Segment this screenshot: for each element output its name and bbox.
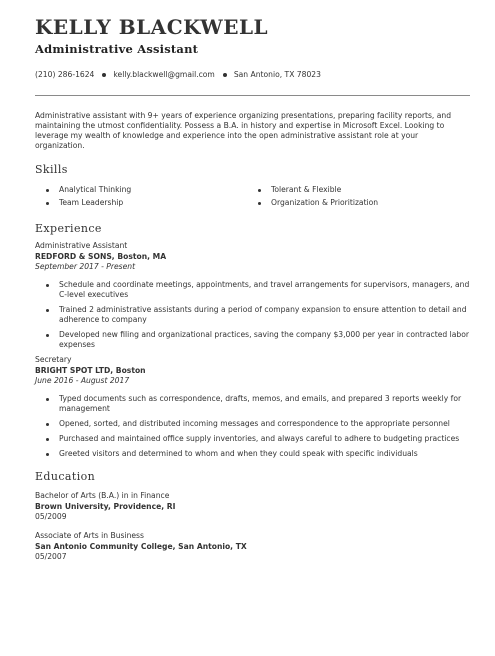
contact-line	[35, 70, 470, 79]
skills-list	[35, 185, 470, 207]
bullet-text: Typed documents such as correspondence, drafts, memos, and emails, and prepared 3 reports weekly for management	[59, 394, 462, 413]
job-bullet	[46, 434, 470, 444]
header-divider	[35, 95, 470, 96]
separator-dot-icon	[223, 73, 227, 77]
resume-page	[35, 14, 470, 562]
job-dates: September 2017 - Present	[35, 262, 136, 271]
bullet-text: Developed new filing and organizational practices, saving the company $3,000 per year in contracted labor expenses	[59, 330, 469, 349]
bullet-icon	[46, 453, 49, 456]
school-name: San Antonio Community College,	[35, 542, 176, 551]
bullet-icon	[46, 423, 49, 426]
bullet-icon	[46, 202, 49, 205]
job-title: Administrative Assistant	[35, 42, 199, 56]
skill-item	[258, 198, 470, 207]
bullet-icon	[46, 189, 49, 192]
job-bullets	[35, 280, 470, 350]
job-bullet	[46, 449, 470, 459]
candidate-name: KELLY BLACKWELL	[35, 15, 269, 39]
location: San Antonio, TX 78023	[233, 70, 321, 79]
job-location: Boston, MA	[117, 252, 167, 261]
bullet-text: Schedule and coordinate meetings, appointments, and travel arrangements for supervisors, managers, and C-level executives	[59, 280, 470, 299]
job-bullet	[46, 330, 470, 350]
job-entry	[35, 241, 470, 350]
school-location: Providence, RI	[113, 502, 176, 511]
bullet-icon	[46, 334, 49, 337]
job-company-line	[35, 365, 470, 376]
education-entry	[35, 531, 470, 562]
school-location: San Antonio, TX	[178, 542, 247, 551]
job-role: Administrative Assistant	[35, 241, 128, 250]
skill-item	[46, 198, 258, 207]
school-name: Brown University,	[35, 502, 111, 511]
job-entry	[35, 355, 470, 459]
job-bullets	[35, 394, 470, 459]
graduation-date: 05/2009	[35, 512, 67, 521]
job-location: Boston	[115, 366, 146, 375]
job-bullet	[46, 419, 470, 429]
skill-item	[46, 185, 258, 194]
bullet-icon	[258, 189, 261, 192]
job-bullet	[46, 305, 470, 325]
graduation-date: 05/2007	[35, 552, 67, 561]
bullet-icon	[46, 284, 49, 287]
job-bullet	[46, 394, 470, 414]
job-company-line	[35, 251, 470, 262]
job-dates: June 2016 - August 2017	[35, 376, 130, 385]
professional-summary: Administrative assistant with 9+ years of experience organizing presentations, preparing facility reports, and maintaining the utmost confidentiality. Possess a B.A. in history and expertise in Microsoft Excel. Looking to leverage my wealth of knowledge and experience into the open administrative assistant role at your organization.	[35, 111, 452, 150]
degree: Associate of Arts in Business	[35, 531, 144, 540]
skill-label: Team Leadership	[59, 198, 124, 207]
separator-dot-icon	[102, 73, 106, 77]
experience-heading: Experience	[35, 222, 102, 235]
skills-heading: Skills	[35, 163, 68, 176]
skill-item	[258, 185, 470, 194]
job-role: Secretary	[35, 355, 72, 364]
school-line	[35, 501, 470, 512]
job-bullet	[46, 280, 470, 300]
bullet-text: Trained 2 administrative assistants during a period of company expansion to ensure attention to detail and adherence to company	[59, 305, 467, 324]
job-company: REDFORD & SONS,	[35, 252, 115, 261]
bullet-icon	[258, 202, 261, 205]
email-address: kelly.blackwell@gmail.com	[113, 70, 215, 79]
skill-label: Analytical Thinking	[59, 185, 132, 194]
phone-number: (210) 286-1624	[35, 70, 95, 79]
education-entry	[35, 491, 470, 522]
bullet-icon	[46, 438, 49, 441]
school-line	[35, 541, 470, 552]
bullet-icon	[46, 398, 49, 401]
job-company: BRIGHT SPOT LTD,	[35, 366, 114, 375]
skill-label: Organization & Prioritization	[271, 198, 379, 207]
bullet-text: Greeted visitors and determined to whom and when they could speak with specific individuals	[59, 449, 418, 458]
bullet-text: Opened, sorted, and distributed incoming messages and correspondence to the appropriate personnel	[59, 419, 450, 428]
degree: Bachelor of Arts (B.A.) in in Finance	[35, 491, 170, 500]
skill-label: Tolerant & Flexible	[271, 185, 342, 194]
bullet-icon	[46, 309, 49, 312]
education-heading: Education	[35, 470, 96, 483]
bullet-text: Purchased and maintained office supply inventories, and always careful to adhere to budgeting practices	[59, 434, 460, 443]
